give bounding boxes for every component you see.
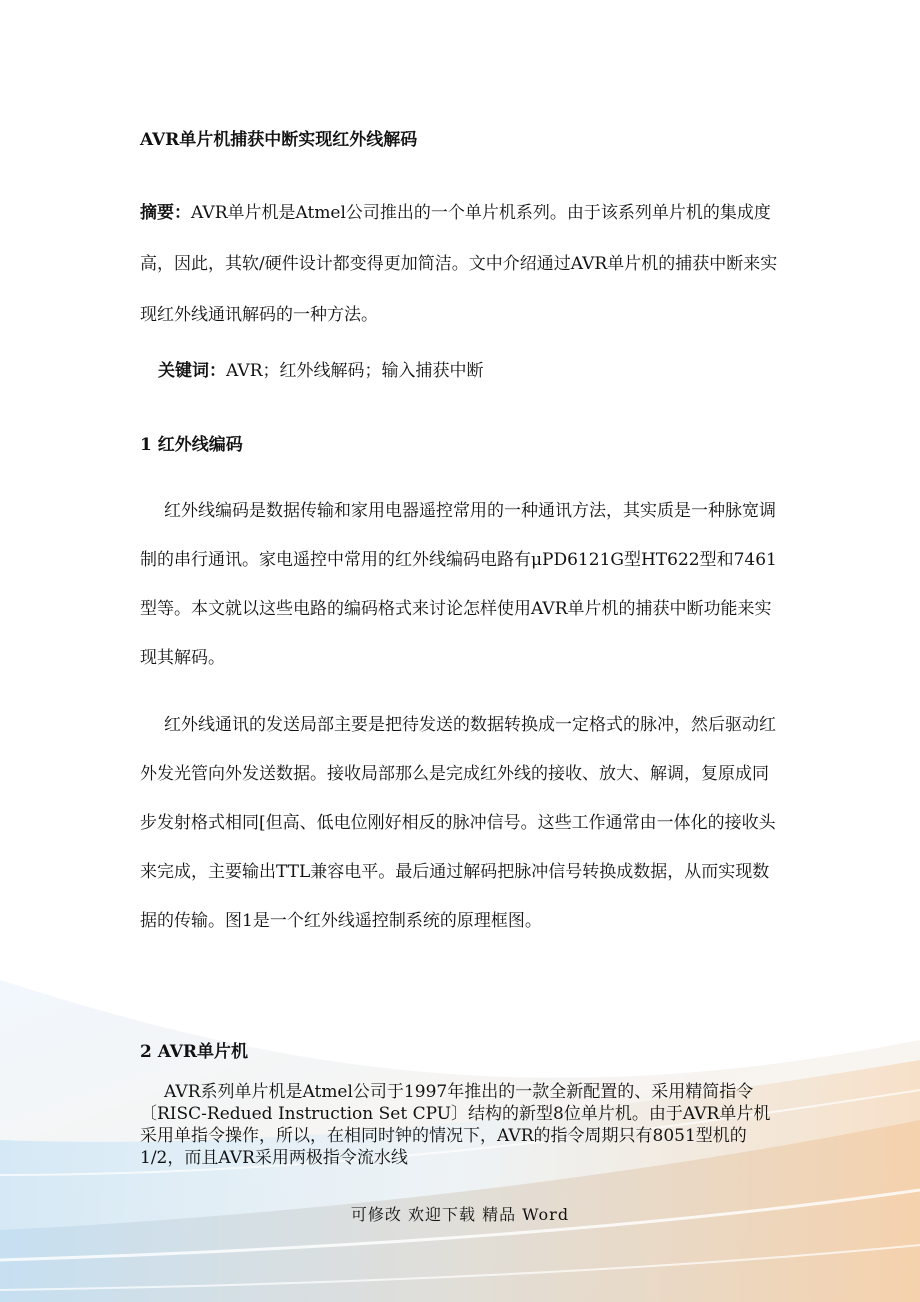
abstract-text: AVR单片机是Atmel公司推出的一个单片机系列。由于该系列单片机的集成度高，因此，其软/硬件设计都变得更加简洁。文中介绍通过AVR单片机的捕获中断来实现红外线通讯解码的一种方法。 <box>140 203 778 325</box>
document-title: AVR单片机捕获中断实现红外线解码 <box>140 130 418 150</box>
keywords-label: 关键词： <box>158 361 226 381</box>
section-1-paragraph-2: 红外线通讯的发送局部主要是把待发送的数据转换成一定格式的脉冲，然后驱动红外发光管向外发送数据。接收局部那么是完成红外线的接收、放大、解调，复原成同步发射格式相同[但高、低电位刚好相反的脉冲信号。这些工作通常由一体化的接收头来完成，主要输出TTL兼容电平。最后通过解码把脉冲信号转换成数据，从而实现数据的传输。图1是一个红外线遥控制系统的原理框图。 <box>140 715 776 931</box>
section-1-paragraph-1: 红外线编码是数据传输和家用电器遥控常用的一种通讯方法，其实质是一种脉宽调制的串行通讯。家电遥控中常用的红外线编码电路有μPD6121G型HT622型和7461型等。本文就以这些电路的编码格式来讨论怎样使用AVR单片机的捕获中断功能来实现其解码。 <box>140 501 777 668</box>
abstract-label: 摘要： <box>140 203 191 223</box>
section-1-heading: 1 红外线编码 <box>140 435 243 455</box>
keywords-line <box>158 356 778 381</box>
section-2-paragraph-1: AVR系列单片机是Atmel公司于1997年推出的一款全新配置的、采用精简指令〔RISC-Redued Instruction Set CPU〕结构的新型8位单片机。由于AVR单片机采用单指令操作，所以，在相同时钟的情况下，AVR的指令周期只有8051型机的1/2，而且AVR采用两极指令流水线 <box>140 1082 771 1168</box>
section-2-heading: 2 AVR单片机 <box>140 1042 249 1062</box>
footer-text: 可修改 欢迎下载 精品 Word <box>350 1205 570 1224</box>
keywords-text: AVR；红外线解码；输入捕获中断 <box>226 361 484 381</box>
abstract-paragraph <box>140 188 780 341</box>
